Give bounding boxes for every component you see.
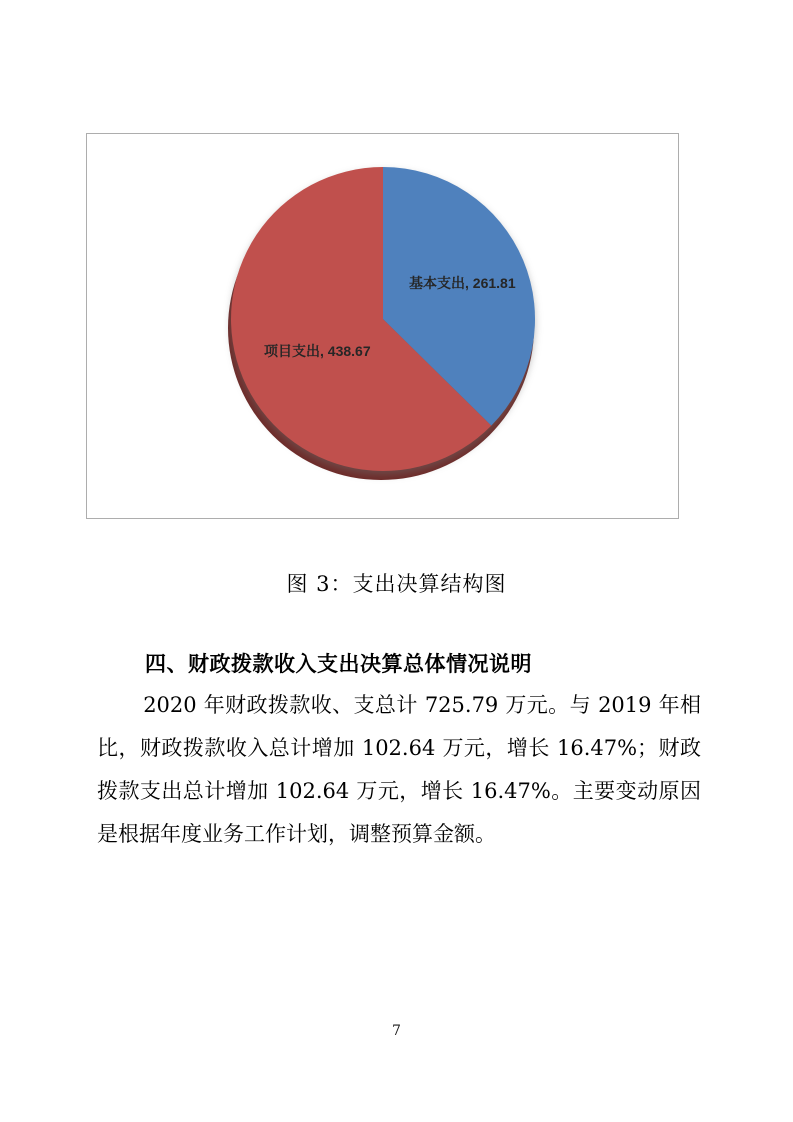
figure-caption: 图 3：支出决算结构图 xyxy=(286,572,507,596)
section-paragraph: 2020 年财政拨款收、支总计 725.79 万元。与 2019 年相比，财政拨款收入总计增加 102.64 万元，增长 16.47%；财政拨款支出总计增加 102.64 万元，增长 16.47%。主要变动原因是根据年度业务工作计划，调整预算金额。 xyxy=(97,693,701,846)
section-heading: 四、财政拨款收入支出决算总体情况说明 xyxy=(145,653,532,676)
pie-label-project-expenditure: 项目支出, 438.67 xyxy=(264,343,371,359)
pie-label-basic-expenditure: 基本支出, 261.81 xyxy=(409,275,516,291)
pie-chart xyxy=(223,159,545,489)
pie-chart-figure xyxy=(86,133,679,519)
page-number: 7 xyxy=(392,1023,401,1039)
